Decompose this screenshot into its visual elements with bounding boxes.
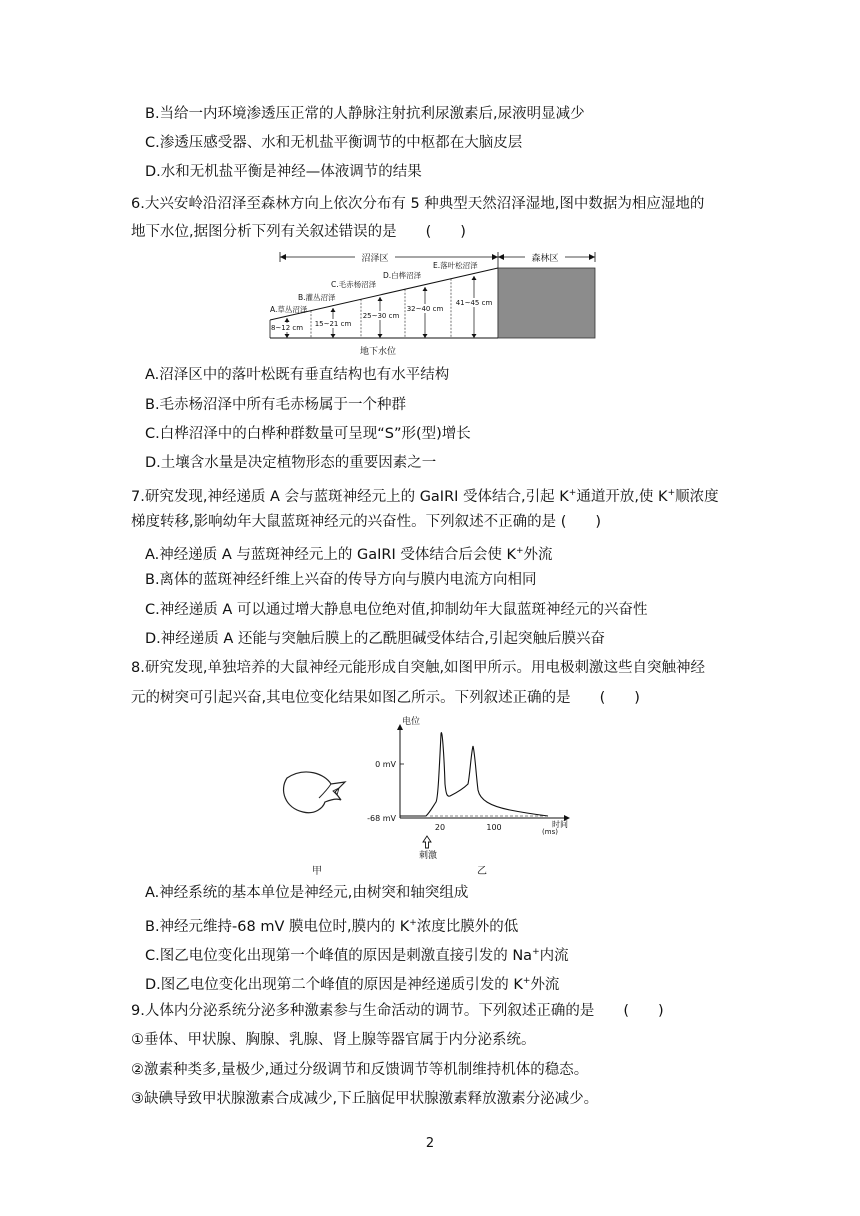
- q5-option-d: D.水和无机盐平衡是神经—体液调节的结果: [145, 164, 422, 180]
- q7-option-d: D.神经递质 A 还能与突触后膜上的乙酰胆碱受体结合,引起突触后膜兴奋: [145, 631, 606, 647]
- q7-stem-line2: 梯度转移,影响幼年大鼠蓝斑神经元的兴奋性。下列叙述不正确的是 ( ): [131, 514, 602, 530]
- q6-option-c: C.白桦沼泽中的白桦种群数量可呈现“S”形(型)增长: [145, 426, 471, 442]
- x-axis-unit: (ms): [542, 828, 558, 836]
- q5-option-b: B.当给一内环境渗透压正常的人静脉注射抗利尿激素后,尿液明显减少: [145, 106, 585, 122]
- y-axis-title: 电位: [402, 717, 421, 727]
- q9-statement-2: ②激素种类多,量极少,通过分级调节和反馈调节等机制维持机体的稳态。: [131, 1062, 589, 1078]
- q7-option-b: B.离体的蓝斑神经纤维上兴奋的传导方向与膜内电流方向相同: [145, 572, 537, 588]
- zone-forest-label: 森林区: [531, 254, 559, 264]
- wetland-c-level: 25~30 cm: [362, 312, 400, 320]
- q8-figure-yi: [360, 714, 590, 880]
- stimulus-label: 刺激: [418, 851, 438, 861]
- q9-stem: 9.人体内分泌系统分泌多种激素参与生命活动的调节。下列叙述正确的是 ( ): [131, 1003, 664, 1019]
- q8-option-c: C.图乙电位变化出现第一个峰值的原因是刺激直接引发的 Na+内流: [145, 947, 569, 964]
- q9-statement-1: ①垂体、甲状腺、胸腺、乳腺、肾上腺等器官属于内分泌系统。: [131, 1032, 536, 1048]
- q8-option-b: B.神经元维持-68 mV 膜电位时,膜内的 K+浓度比膜外的低: [145, 918, 519, 935]
- q8-stem-line1: 8.研究发现,单独培养的大鼠神经元能形成自突触,如图甲所示。用电极刺激这些自突触神经: [131, 660, 706, 676]
- figure-label-yi: 乙: [477, 866, 487, 877]
- q8-option-d: D.图乙电位变化出现第二个峰值的原因是神经递质引发的 K+外流: [145, 976, 560, 993]
- stimulus-arrow-icon: [423, 836, 431, 848]
- y-tick-minus68mv: -68 mV: [367, 814, 396, 823]
- x-tick-20: 20: [434, 823, 446, 832]
- q6-stem-line1: 6.大兴安岭沿沼泽至森林方向上依次分布有 5 种典型天然沼泽湿地,图中数据为相应湿地的: [131, 196, 705, 212]
- groundwater-label: 地下水位: [359, 347, 397, 357]
- wetland-a-level: 8~12 cm: [270, 324, 304, 332]
- wetland-e-name: E.落叶松沼泽: [433, 261, 478, 270]
- x-axis-title: 时间: [552, 820, 568, 829]
- wetland-e-level: 41~45 cm: [455, 299, 493, 307]
- y-tick-0mv: 0 mV: [375, 760, 396, 769]
- q6-option-b: B.毛赤杨沼泽中所有毛赤杨属于一个种群: [145, 397, 407, 413]
- q5-option-c: C.渗透压感受器、水和无机盐平衡调节的中枢都在大脑皮层: [145, 135, 523, 151]
- q6-stem-line2: 地下水位,据图分析下列有关叙述错误的是 ( ): [131, 224, 466, 240]
- q9-statement-3: ③缺碘导致甲状腺激素合成减少,下丘脑促甲状腺激素释放激素分泌减少。: [131, 1091, 599, 1107]
- wetland-c-name: C.毛赤杨沼泽: [331, 280, 377, 289]
- wetland-d-name: D.白桦沼泽: [383, 271, 422, 280]
- membrane-potential-trace: [400, 733, 548, 816]
- figure-label-jia: 甲: [312, 866, 322, 877]
- q8-figure-jia: [275, 760, 365, 880]
- q8-option-a: A.神经系统的基本单位是神经元,由树突和轴突组成: [145, 885, 469, 901]
- wetland-a-name: A.草丛沼泽: [270, 305, 308, 314]
- neuron-soma-drawing: [284, 772, 345, 813]
- q6-option-d: D.土壤含水量是决定植物形态的重要因素之一: [145, 455, 437, 471]
- page-number: 2: [425, 1136, 435, 1151]
- q7-option-a: A.神经递质 A 与蓝斑神经元上的 GaIRI 受体结合后会使 K+外流: [145, 546, 553, 563]
- q7-stem-line1: 7.研究发现,神经递质 A 会与蓝斑神经元上的 GaIRI 受体结合,引起 K+通道开放,使 K+顺浓度: [131, 488, 719, 505]
- wetland-b-name: B.灌丛沼泽: [298, 293, 336, 302]
- wetland-b-level: 15~21 cm: [314, 320, 352, 328]
- zone-marsh-label: 沼泽区: [361, 254, 389, 264]
- wetland-d-level: 32~40 cm: [406, 305, 444, 313]
- q8-stem-line2: 元的树突可引起兴奋,其电位变化结果如图乙所示。下列叙述正确的是 ( ): [131, 690, 640, 706]
- x-tick-100: 100: [486, 823, 502, 832]
- q6-wetland-figure: [255, 248, 600, 360]
- q7-option-c: C.神经递质 A 可以通过增大静息电位绝对值,抑制幼年大鼠蓝斑神经元的兴奋性: [145, 602, 648, 618]
- q6-option-a: A.沼泽区中的落叶松既有垂直结构也有水平结构: [145, 367, 450, 383]
